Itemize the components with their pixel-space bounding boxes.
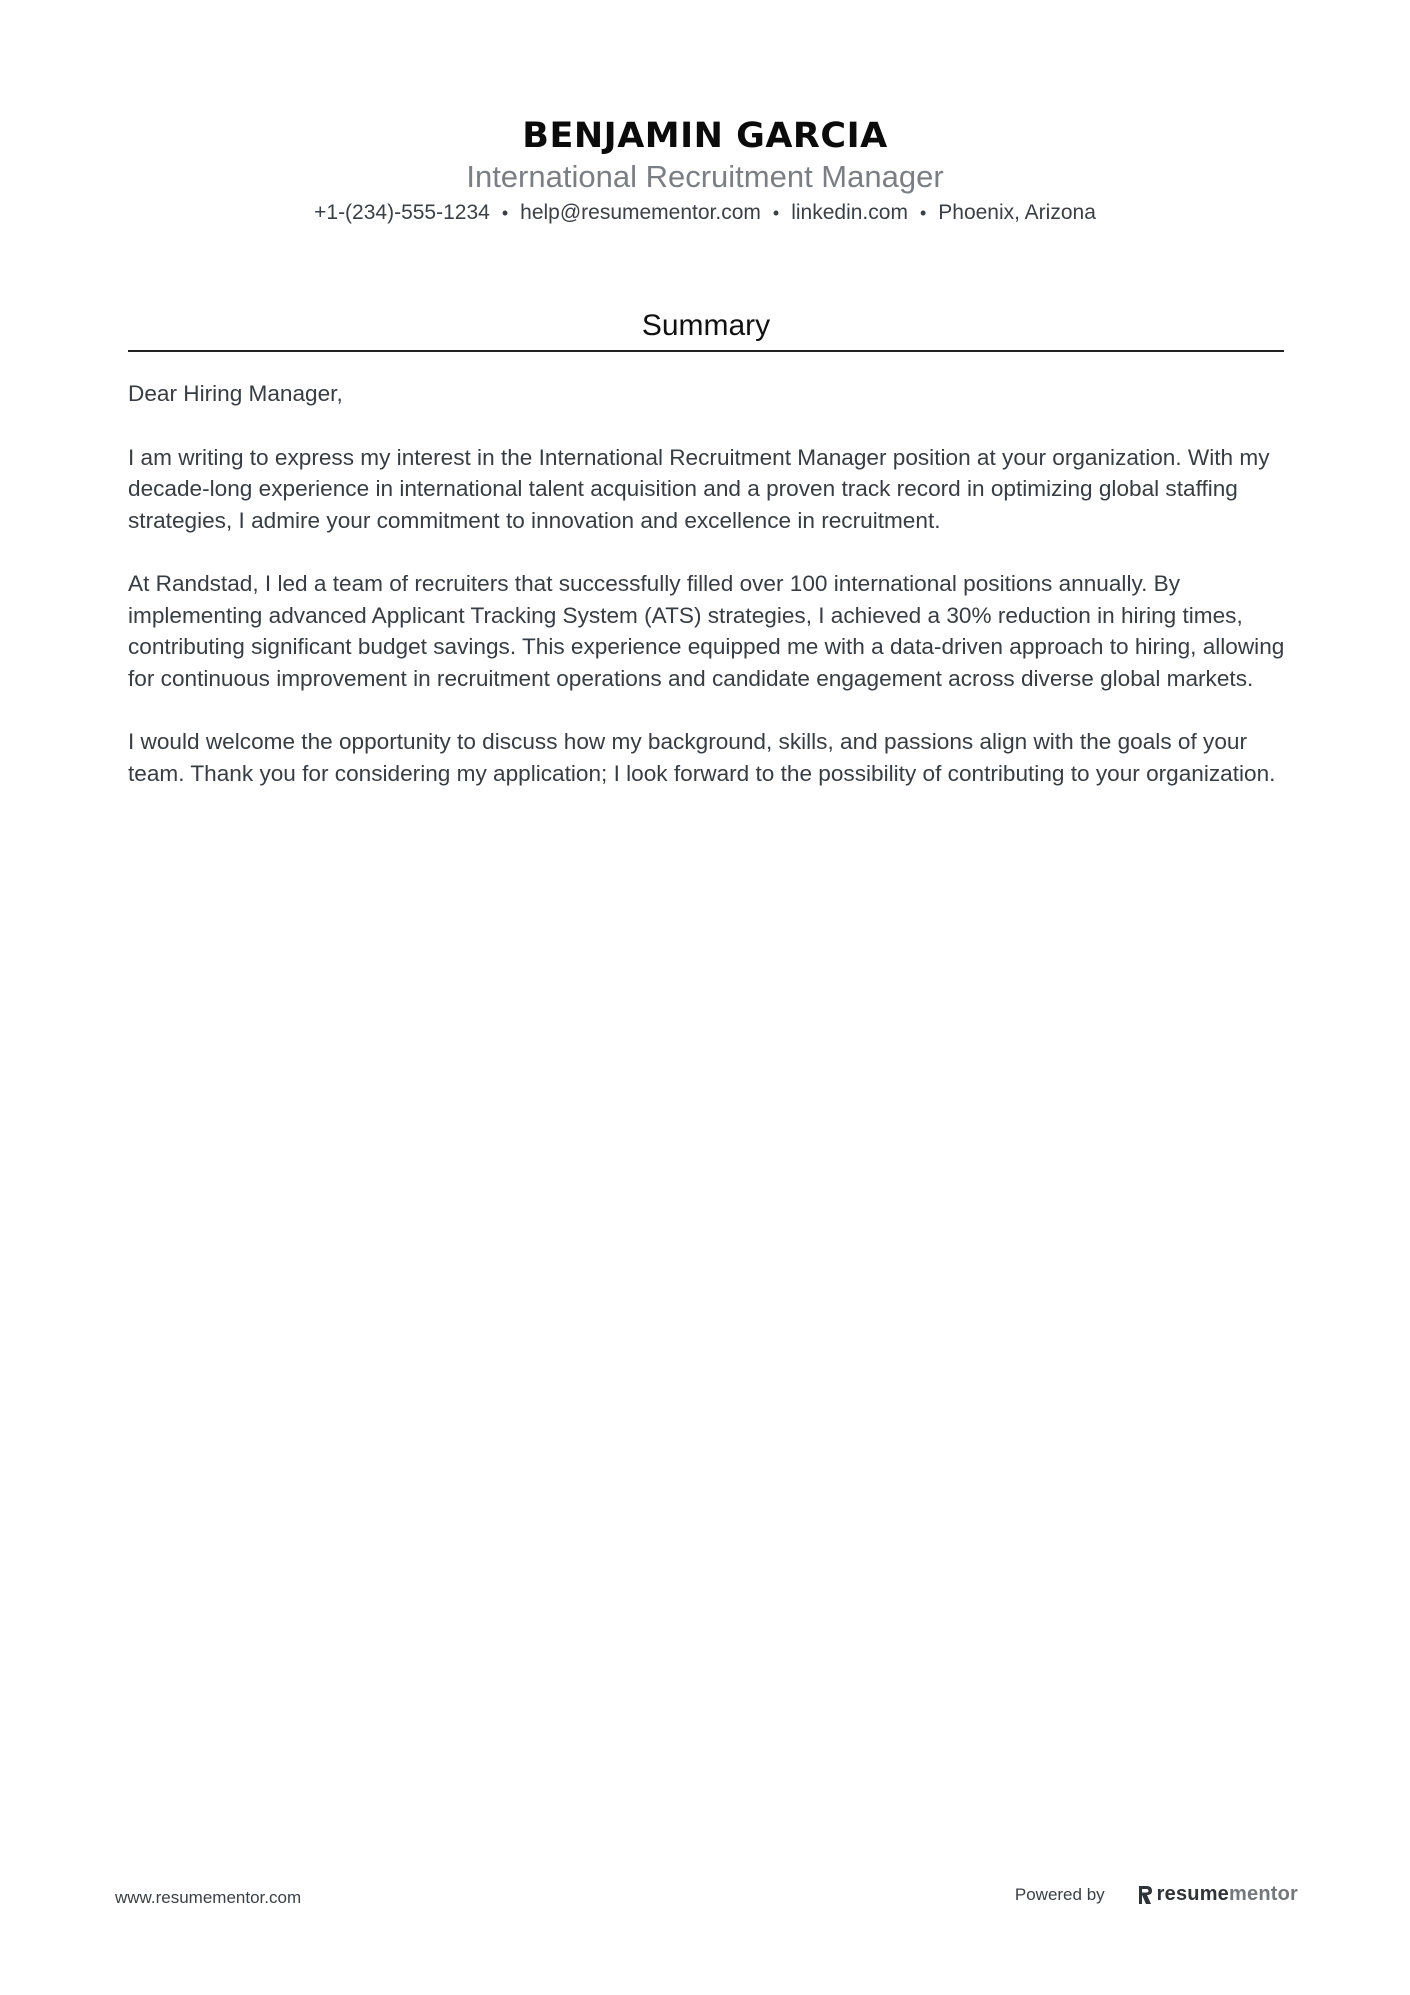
footer-website: www.resumementor.com: [115, 1888, 302, 1907]
brand-logo: [1137, 1883, 1298, 1906]
section-title-summary: Summary: [641, 309, 771, 342]
letter-paragraph-3: I would welcome the opportunity to discuss how my background, skills, and passions align with the goals of your team. Thank you for considering my application; I look forward to the possibility of contributing to your organization.: [128, 729, 1276, 786]
letter-body: [128, 378, 1288, 821]
contact-separator: •: [501, 203, 509, 223]
contact-location: Phoenix, Arizona: [938, 201, 1096, 224]
letter-paragraph-1: I am writing to express my interest in the International Recruitment Manager position at your organization. With my decade-long experience in international talent acquisition and a proven track record in optimizing global staffing strategies, I admire your commitment to innovation and excellence in recruitment.: [128, 444, 1270, 533]
contact-email: help@resumementor.com: [520, 201, 761, 224]
contact-separator: •: [919, 203, 927, 223]
powered-by-label: Powered by: [1014, 1884, 1105, 1904]
contact-separator: •: [772, 203, 780, 223]
brand-name-part1: resume: [1156, 1883, 1230, 1905]
candidate-name: BENJAMIN GARCIA: [522, 116, 888, 156]
letter-header: [0, 112, 1410, 228]
section-divider: [128, 350, 1284, 352]
contact-line: [0, 198, 1410, 228]
contact-linkedin: linkedin.com: [791, 201, 908, 224]
letter-salutation: Dear Hiring Manager,: [128, 381, 343, 406]
contact-phone: +1-(234)-555-1234: [314, 201, 490, 224]
footer-branding: [1015, 1883, 1298, 1906]
resumementor-logo-icon: [1137, 1885, 1153, 1905]
candidate-job-title: International Recruitment Manager: [466, 159, 944, 194]
brand-name-part2: mentor: [1229, 1883, 1298, 1905]
letter-paragraph-2: At Randstad, I led a team of recruiters that successfully filled over 100 international positions annually. By implementing advanced Applicant Tracking System (ATS) strategies, I achieved a 30% reduction in hiring times, contributing significant budget savings. This experience equipped me with a data-driven approach to hiring, allowing for continuous improvement in recruitment operations and candidate engagement across diverse global markets.: [128, 571, 1285, 691]
